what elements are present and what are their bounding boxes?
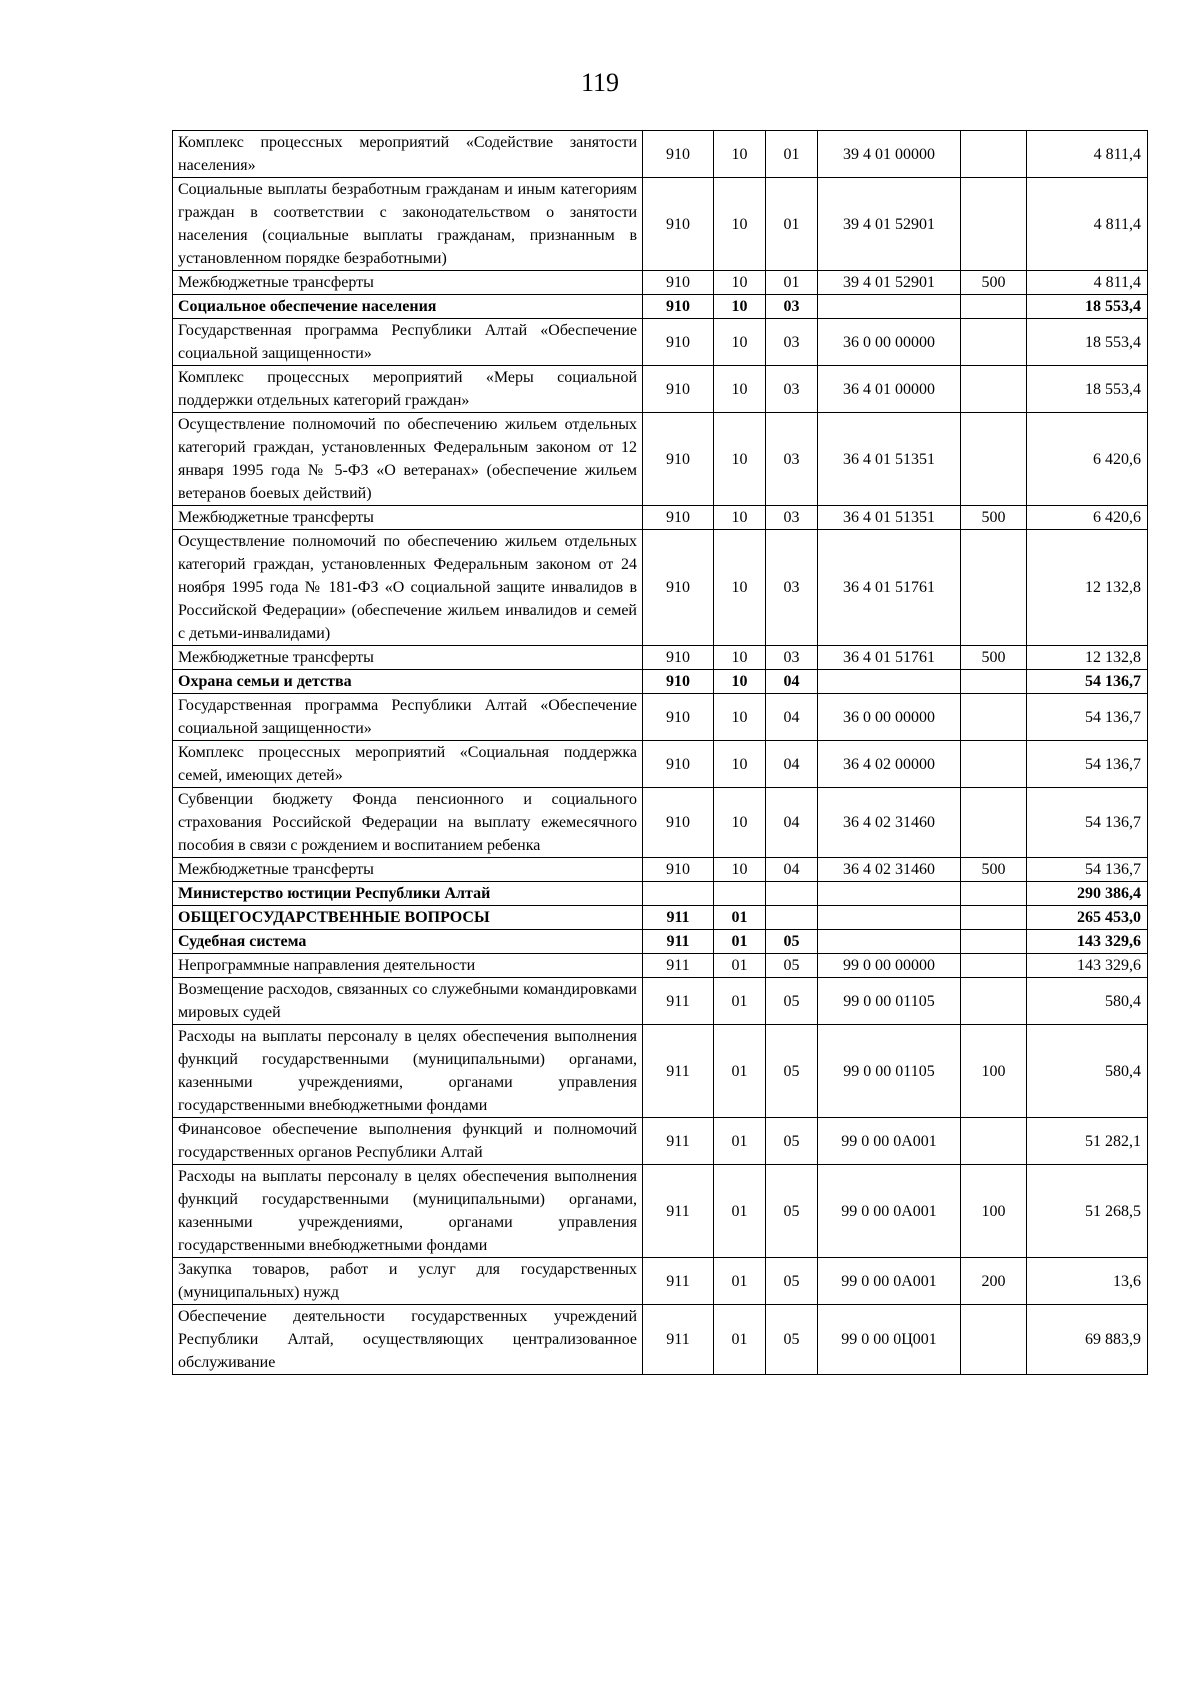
table-row [173, 366, 1148, 413]
row-name: Судебная система [173, 930, 643, 954]
amount: 143 329,6 [1027, 954, 1148, 978]
expense-type-code: 500 [961, 271, 1027, 295]
amount: 54 136,7 [1027, 670, 1148, 694]
amount: 580,4 [1027, 1025, 1148, 1118]
row-name: Межбюджетные трансферты [173, 646, 643, 670]
ministry-code: 910 [643, 295, 714, 319]
expense-type-code [961, 954, 1027, 978]
target-code: 36 4 01 51761 [818, 530, 961, 646]
section-code: 10 [714, 366, 766, 413]
subsection-code: 03 [766, 366, 818, 413]
row-name: Комплекс процессных мероприятий «Содействие занятости населения» [173, 131, 643, 178]
ministry-code: 911 [643, 978, 714, 1025]
target-code: 39 4 01 52901 [818, 178, 961, 271]
expense-type-code [961, 694, 1027, 741]
table-row [173, 131, 1148, 178]
ministry-code: 911 [643, 1118, 714, 1165]
target-code: 99 0 00 01105 [818, 978, 961, 1025]
amount: 69 883,9 [1027, 1305, 1148, 1375]
amount: 143 329,6 [1027, 930, 1148, 954]
subsection-code: 05 [766, 930, 818, 954]
expense-type-code [961, 741, 1027, 788]
amount: 6 420,6 [1027, 413, 1148, 506]
row-name: Осуществление полномочий по обеспечению жильем отдельных категорий граждан, установленных Федеральным законом от 24 ноября 1995 года № 181-ФЗ «О социальной защите инвалидов в Российской Федерации» (обеспечение жильем инвалидов и семей с детьми-инвалидами) [173, 530, 643, 646]
page-number: 119 [580, 68, 620, 97]
target-code [818, 906, 961, 930]
subsection-code: 04 [766, 788, 818, 858]
section-code: 01 [714, 1305, 766, 1375]
row-name: Расходы на выплаты персоналу в целях обеспечения выполнения функций государственными (муниципальными) органами, казенными учреждениями, органами управления государственными внебюджетными фондами [173, 1025, 643, 1118]
table-row [173, 295, 1148, 319]
ministry-code: 910 [643, 670, 714, 694]
section-code: 01 [714, 906, 766, 930]
ministry-code: 910 [643, 131, 714, 178]
subsection-code: 05 [766, 954, 818, 978]
section-code: 10 [714, 670, 766, 694]
expense-type-code [961, 670, 1027, 694]
subsection-code: 05 [766, 1025, 818, 1118]
expense-type-code: 500 [961, 858, 1027, 882]
section-code: 10 [714, 506, 766, 530]
subsection-code: 03 [766, 413, 818, 506]
subsection-code: 01 [766, 131, 818, 178]
amount: 6 420,6 [1027, 506, 1148, 530]
subsection-code: 01 [766, 178, 818, 271]
amount: 4 811,4 [1027, 178, 1148, 271]
subsection-code [766, 882, 818, 906]
amount: 265 453,0 [1027, 906, 1148, 930]
section-code: 10 [714, 271, 766, 295]
ministry-code: 911 [643, 1258, 714, 1305]
amount: 4 811,4 [1027, 131, 1148, 178]
ministry-code: 911 [643, 1305, 714, 1375]
row-name: Закупка товаров, работ и услуг для государственных (муниципальных) нужд [173, 1258, 643, 1305]
target-code [818, 930, 961, 954]
table-row [173, 1258, 1148, 1305]
ministry-code: 910 [643, 788, 714, 858]
section-code: 10 [714, 131, 766, 178]
table-row [173, 506, 1148, 530]
expense-type-code [961, 178, 1027, 271]
table-row [173, 1165, 1148, 1258]
row-name: Межбюджетные трансферты [173, 858, 643, 882]
expense-type-code: 100 [961, 1025, 1027, 1118]
section-code: 10 [714, 858, 766, 882]
section-code: 10 [714, 413, 766, 506]
section-code: 01 [714, 1165, 766, 1258]
row-name: Комплекс процессных мероприятий «Меры социальной поддержки отдельных категорий граждан» [173, 366, 643, 413]
target-code: 36 4 01 51351 [818, 506, 961, 530]
target-code: 99 0 00 0A001 [818, 1258, 961, 1305]
row-name: Социальное обеспечение населения [173, 295, 643, 319]
target-code: 99 0 00 00000 [818, 954, 961, 978]
amount: 51 282,1 [1027, 1118, 1148, 1165]
section-code: 10 [714, 741, 766, 788]
row-name: Министерство юстиции Республики Алтай [173, 882, 643, 906]
ministry-code: 910 [643, 646, 714, 670]
section-code: 10 [714, 319, 766, 366]
ministry-code: 910 [643, 366, 714, 413]
row-name: Обеспечение деятельности государственных учреждений Республики Алтай, осуществляющих централизованное обслуживание [173, 1305, 643, 1375]
table-row [173, 271, 1148, 295]
target-code: 36 0 00 00000 [818, 694, 961, 741]
target-code: 36 4 01 51761 [818, 646, 961, 670]
subsection-code [766, 906, 818, 930]
expense-type-code [961, 319, 1027, 366]
subsection-code: 04 [766, 741, 818, 788]
subsection-code: 03 [766, 506, 818, 530]
target-code: 99 0 00 0A001 [818, 1118, 961, 1165]
expense-type-code [961, 1118, 1027, 1165]
section-code: 01 [714, 930, 766, 954]
row-name: Возмещение расходов, связанных со служебными командировками мировых судей [173, 978, 643, 1025]
subsection-code: 05 [766, 978, 818, 1025]
row-name: Расходы на выплаты персоналу в целях обеспечения выполнения функций государственными (муниципальными) органами, казенными учреждениями, органами управления государственными внебюджетными фондами [173, 1165, 643, 1258]
section-code: 10 [714, 178, 766, 271]
row-name: Государственная программа Республики Алтай «Обеспечение социальной защищенности» [173, 319, 643, 366]
section-code: 10 [714, 788, 766, 858]
expense-type-code [961, 131, 1027, 178]
row-name: Субвенции бюджету Фонда пенсионного и социального страхования Российской Федерации на выплату ежемесячного пособия в связи с рождением и воспитанием ребенка [173, 788, 643, 858]
subsection-code: 01 [766, 271, 818, 295]
section-code: 10 [714, 530, 766, 646]
amount: 54 136,7 [1027, 694, 1148, 741]
ministry-code [643, 882, 714, 906]
ministry-code: 910 [643, 319, 714, 366]
table-row [173, 1025, 1148, 1118]
subsection-code: 04 [766, 858, 818, 882]
ministry-code: 911 [643, 954, 714, 978]
ministry-code: 911 [643, 1025, 714, 1118]
section-code: 01 [714, 954, 766, 978]
section-code: 10 [714, 295, 766, 319]
amount: 18 553,4 [1027, 366, 1148, 413]
expense-type-code [961, 788, 1027, 858]
table-row [173, 882, 1148, 906]
row-name: Государственная программа Республики Алтай «Обеспечение социальной защищенности» [173, 694, 643, 741]
amount: 51 268,5 [1027, 1165, 1148, 1258]
table-row [173, 646, 1148, 670]
subsection-code: 03 [766, 295, 818, 319]
table-row [173, 1118, 1148, 1165]
target-code: 36 4 01 51351 [818, 413, 961, 506]
section-code: 10 [714, 646, 766, 670]
amount: 12 132,8 [1027, 530, 1148, 646]
table-row [173, 530, 1148, 646]
ministry-code: 910 [643, 741, 714, 788]
table-row [173, 413, 1148, 506]
amount: 54 136,7 [1027, 741, 1148, 788]
ministry-code: 911 [643, 906, 714, 930]
row-name: ОБЩЕГОСУДАРСТВЕННЫЕ ВОПРОСЫ [173, 906, 643, 930]
subsection-code: 03 [766, 319, 818, 366]
target-code: 99 0 00 01105 [818, 1025, 961, 1118]
expense-type-code [961, 413, 1027, 506]
subsection-code: 05 [766, 1165, 818, 1258]
expense-type-code: 100 [961, 1165, 1027, 1258]
table-row [173, 1305, 1148, 1375]
subsection-code: 03 [766, 530, 818, 646]
row-name: Охрана семьи и детства [173, 670, 643, 694]
table-row [173, 788, 1148, 858]
amount: 4 811,4 [1027, 271, 1148, 295]
expense-type-code [961, 366, 1027, 413]
ministry-code: 910 [643, 530, 714, 646]
expense-type-code [961, 882, 1027, 906]
budget-table [172, 130, 1148, 1375]
subsection-code: 05 [766, 1258, 818, 1305]
row-name: Межбюджетные трансферты [173, 271, 643, 295]
target-code [818, 670, 961, 694]
table-row [173, 694, 1148, 741]
table-row [173, 858, 1148, 882]
subsection-code: 05 [766, 1305, 818, 1375]
amount: 290 386,4 [1027, 882, 1148, 906]
table-row [173, 978, 1148, 1025]
section-code: 01 [714, 1025, 766, 1118]
expense-type-code [961, 978, 1027, 1025]
row-name: Осуществление полномочий по обеспечению жильем отдельных категорий граждан, установленных Федеральным законом от 12 января 1995 года № 5-ФЗ «О ветеранах» (обеспечение жильем ветеранов боевых действий) [173, 413, 643, 506]
row-name: Межбюджетные трансферты [173, 506, 643, 530]
target-code: 36 4 02 31460 [818, 788, 961, 858]
target-code [818, 882, 961, 906]
target-code [818, 295, 961, 319]
target-code: 36 4 02 31460 [818, 858, 961, 882]
section-code: 10 [714, 694, 766, 741]
table-row [173, 741, 1148, 788]
amount: 12 132,8 [1027, 646, 1148, 670]
expense-type-code: 500 [961, 646, 1027, 670]
expense-type-code [961, 295, 1027, 319]
subsection-code: 04 [766, 670, 818, 694]
table-row [173, 319, 1148, 366]
table-row [173, 670, 1148, 694]
expense-type-code [961, 906, 1027, 930]
subsection-code: 04 [766, 694, 818, 741]
ministry-code: 910 [643, 271, 714, 295]
section-code: 01 [714, 1258, 766, 1305]
amount: 18 553,4 [1027, 319, 1148, 366]
table-row [173, 930, 1148, 954]
target-code: 39 4 01 52901 [818, 271, 961, 295]
amount: 54 136,7 [1027, 858, 1148, 882]
table-row [173, 178, 1148, 271]
ministry-code: 910 [643, 858, 714, 882]
row-name: Финансовое обеспечение выполнения функций и полномочий государственных органов Республики Алтай [173, 1118, 643, 1165]
amount: 18 553,4 [1027, 295, 1148, 319]
target-code: 39 4 01 00000 [818, 131, 961, 178]
target-code: 36 4 02 00000 [818, 741, 961, 788]
target-code: 99 0 00 0A001 [818, 1165, 961, 1258]
section-code: 01 [714, 978, 766, 1025]
ministry-code: 910 [643, 413, 714, 506]
subsection-code: 03 [766, 646, 818, 670]
expense-type-code [961, 530, 1027, 646]
table-row [173, 954, 1148, 978]
expense-type-code: 500 [961, 506, 1027, 530]
expense-type-code [961, 930, 1027, 954]
ministry-code: 910 [643, 506, 714, 530]
target-code: 36 4 01 00000 [818, 366, 961, 413]
section-code [714, 882, 766, 906]
amount: 13,6 [1027, 1258, 1148, 1305]
row-name: Комплекс процессных мероприятий «Социальная поддержка семей, имеющих детей» [173, 741, 643, 788]
amount: 580,4 [1027, 978, 1148, 1025]
ministry-code: 910 [643, 178, 714, 271]
ministry-code: 910 [643, 694, 714, 741]
ministry-code: 911 [643, 930, 714, 954]
subsection-code: 05 [766, 1118, 818, 1165]
section-code: 01 [714, 1118, 766, 1165]
target-code: 99 0 00 0Ц001 [818, 1305, 961, 1375]
ministry-code: 911 [643, 1165, 714, 1258]
target-code: 36 0 00 00000 [818, 319, 961, 366]
table-row [173, 906, 1148, 930]
row-name: Непрограммные направления деятельности [173, 954, 643, 978]
amount: 54 136,7 [1027, 788, 1148, 858]
expense-type-code: 200 [961, 1258, 1027, 1305]
row-name: Социальные выплаты безработным гражданам и иным категориям граждан в соответствии с законодательством о занятости населения (социальные выплаты гражданам, признанным в установленном порядке безработными) [173, 178, 643, 271]
expense-type-code [961, 1305, 1027, 1375]
